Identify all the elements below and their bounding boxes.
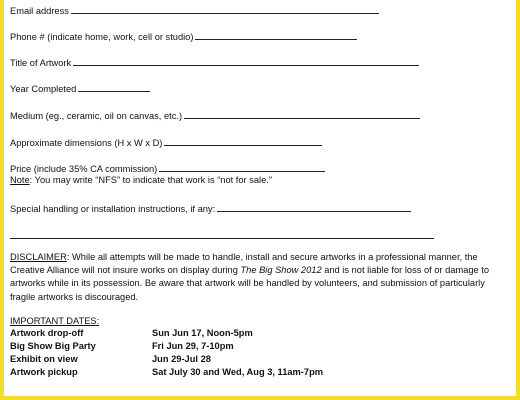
price-label: Price (include 35% CA commission) xyxy=(10,164,158,174)
disclaimer-paragraph xyxy=(10,251,504,304)
year-completed-line[interactable] xyxy=(78,82,150,92)
title-of-artwork-field[interactable] xyxy=(10,56,419,69)
disclaimer-text-1: : While all attempts will be made to handle, install and secure artworks in a professional manner, the Creative Alliance will not insure works on display during xyxy=(10,252,478,276)
date-when: Sun Jun 17, Noon-5pm xyxy=(152,328,253,338)
email-address-line[interactable] xyxy=(71,4,379,14)
title-of-artwork-line[interactable] xyxy=(73,56,419,66)
year-completed-field[interactable] xyxy=(10,82,150,95)
note-text: : You may write “NFS” to indicate that work is “not for sale.” xyxy=(29,175,272,185)
dimensions-line[interactable] xyxy=(164,136,322,146)
special-handling-line[interactable] xyxy=(217,202,411,212)
medium-label: Medium (eg., ceramic, oil on canvas, etc.) xyxy=(10,111,183,121)
phone-line[interactable] xyxy=(195,30,357,40)
date-event: Exhibit on view xyxy=(10,354,78,364)
disclaimer-heading: DISCLAIMER xyxy=(10,252,67,262)
special-handling-extra-line[interactable] xyxy=(10,238,434,239)
phone-field[interactable] xyxy=(10,30,357,43)
disclaimer-text-2: and is not liable for loss of or damage to artworks while in its possession. Be aware that artwork will be handled by volunteers, and submission of particularly fragile artworks is discouraged. xyxy=(10,265,490,302)
date-event: Artwork pickup xyxy=(10,367,78,377)
date-when: Sat July 30 and Wed, Aug 3, 11am-7pm xyxy=(152,367,324,377)
date-event: Artwork drop-off xyxy=(10,328,84,338)
phone-label: Phone # (indicate home, work, cell or studio) xyxy=(10,32,194,42)
date-event: Big Show Big Party xyxy=(10,341,96,351)
date-when: Jun 29-Jul 28 xyxy=(152,354,211,364)
email-address-label: Email address xyxy=(10,6,69,16)
title-of-artwork-label: Title of Artwork xyxy=(10,58,72,68)
nfs-note xyxy=(10,174,272,186)
date-when: Fri Jun 29, 7-10pm xyxy=(152,341,234,351)
show-name: The Big Show 2012 xyxy=(240,265,322,276)
price-line[interactable] xyxy=(159,162,325,172)
dimensions-field[interactable] xyxy=(10,136,322,149)
important-dates-heading: IMPORTANT DATES: xyxy=(10,316,100,326)
medium-line[interactable] xyxy=(184,109,420,119)
special-handling-label: Special handling or installation instructions, if any: xyxy=(10,204,216,214)
special-handling-field[interactable] xyxy=(10,202,411,215)
date-row-exhibit xyxy=(10,353,370,366)
date-row-party xyxy=(10,340,370,353)
medium-field[interactable] xyxy=(10,109,420,122)
date-row-pickup xyxy=(10,366,370,379)
note-prefix: Note xyxy=(10,175,30,185)
year-completed-label: Year Completed xyxy=(10,84,77,94)
date-row-drop-off xyxy=(10,327,370,340)
email-address-field[interactable] xyxy=(10,4,379,17)
dimensions-label: Approximate dimensions (H x W x D) xyxy=(10,138,163,148)
